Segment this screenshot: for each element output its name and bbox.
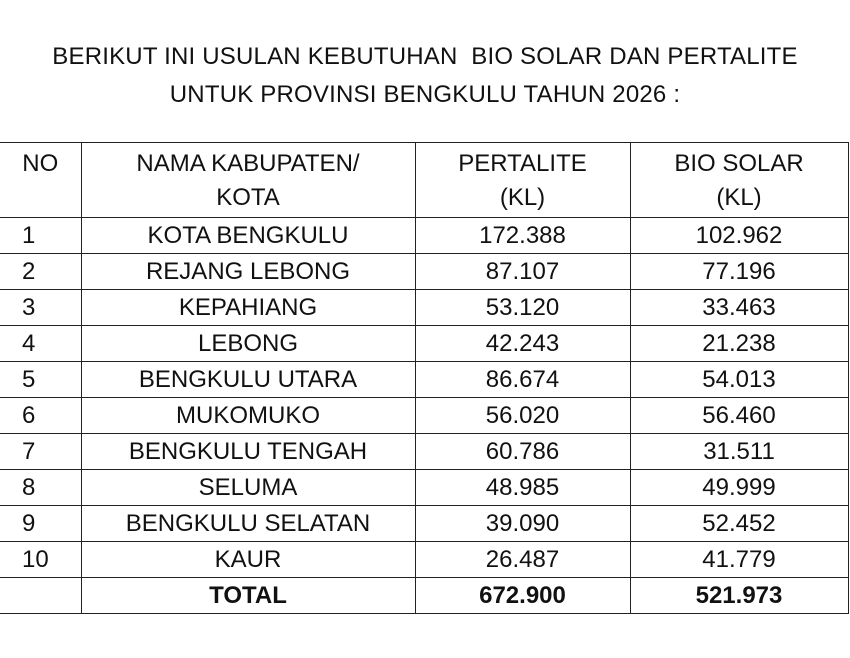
cell-no: 7: [0, 434, 81, 470]
cell-total-no: [0, 578, 81, 614]
cell-biosolar: 54.013: [630, 362, 848, 398]
cell-pertalite: 42.243: [415, 326, 630, 362]
cell-pertalite: 56.020: [415, 398, 630, 434]
cell-biosolar: 31.511: [630, 434, 848, 470]
cell-no: 8: [0, 470, 81, 506]
cell-biosolar: 102.962: [630, 218, 848, 254]
cell-pertalite: 60.786: [415, 434, 630, 470]
header-no: [0, 143, 81, 218]
cell-name: BENGKULU TENGAH: [81, 434, 415, 470]
cell-total-label: TOTAL: [81, 578, 415, 614]
cell-no: 9: [0, 506, 81, 542]
header-pertalite-line-2: (KL): [499, 184, 546, 211]
total-row: [0, 578, 848, 614]
table-row: [0, 326, 848, 362]
header-biosolar-line-1: BIO SOLAR: [674, 150, 804, 177]
table-row: [0, 218, 848, 254]
cell-no: 6: [0, 398, 81, 434]
document-heading: [0, 38, 850, 114]
cell-name: KAUR: [81, 542, 415, 578]
cell-no: 3: [0, 290, 81, 326]
cell-pertalite: 172.388: [415, 218, 630, 254]
cell-biosolar: 21.238: [630, 326, 848, 362]
header-name-line-1: NAMA KABUPATEN/: [136, 150, 360, 177]
cell-pertalite: 87.107: [415, 254, 630, 290]
cell-total-pertalite: 672.900: [415, 578, 630, 614]
table-row: [0, 254, 848, 290]
cell-biosolar: 33.463: [630, 290, 848, 326]
cell-biosolar: 77.196: [630, 254, 848, 290]
cell-no: 4: [0, 326, 81, 362]
cell-name: BENGKULU UTARA: [81, 362, 415, 398]
cell-pertalite: 53.120: [415, 290, 630, 326]
cell-no: 5: [0, 362, 81, 398]
table-row: [0, 470, 848, 506]
cell-pertalite: 26.487: [415, 542, 630, 578]
table-row: [0, 398, 848, 434]
cell-name: MUKOMUKO: [81, 398, 415, 434]
cell-no: 1: [0, 218, 81, 254]
cell-name: LEBONG: [81, 326, 415, 362]
cell-biosolar: 41.779: [630, 542, 848, 578]
header-pertalite-line-1: PERTALITE: [458, 150, 587, 177]
cell-total-biosolar: 521.973: [630, 578, 848, 614]
cell-pertalite: 86.674: [415, 362, 630, 398]
header-name: [81, 143, 415, 218]
cell-name: SELUMA: [81, 470, 415, 506]
cell-biosolar: 49.999: [630, 470, 848, 506]
table-row: [0, 434, 848, 470]
fuel-needs-table: [0, 142, 849, 614]
header-pertalite: [415, 143, 630, 218]
heading-line-1: BERIKUT INI USULAN KEBUTUHAN BIO SOLAR DAN PERTALITE: [52, 43, 798, 70]
table-row: [0, 362, 848, 398]
header-name-line-2: KOTA: [216, 184, 280, 211]
cell-biosolar: 56.460: [630, 398, 848, 434]
cell-pertalite: 39.090: [415, 506, 630, 542]
cell-biosolar: 52.452: [630, 506, 848, 542]
header-biosolar: [630, 143, 848, 218]
cell-no: 10: [0, 542, 81, 578]
heading-line-2: UNTUK PROVINSI BENGKULU TAHUN 2026 :: [169, 81, 681, 108]
cell-name: KEPAHIANG: [81, 290, 415, 326]
cell-name: REJANG LEBONG: [81, 254, 415, 290]
table-row: [0, 290, 848, 326]
cell-no: 2: [0, 254, 81, 290]
cell-name: BENGKULU SELATAN: [81, 506, 415, 542]
cell-name: KOTA BENGKULU: [81, 218, 415, 254]
header-biosolar-line-2: (KL): [716, 184, 762, 211]
header-no-label: NO: [22, 150, 59, 177]
table-header-row: [0, 143, 848, 218]
cell-pertalite: 48.985: [415, 470, 630, 506]
table-row: [0, 506, 848, 542]
table-row: [0, 542, 848, 578]
